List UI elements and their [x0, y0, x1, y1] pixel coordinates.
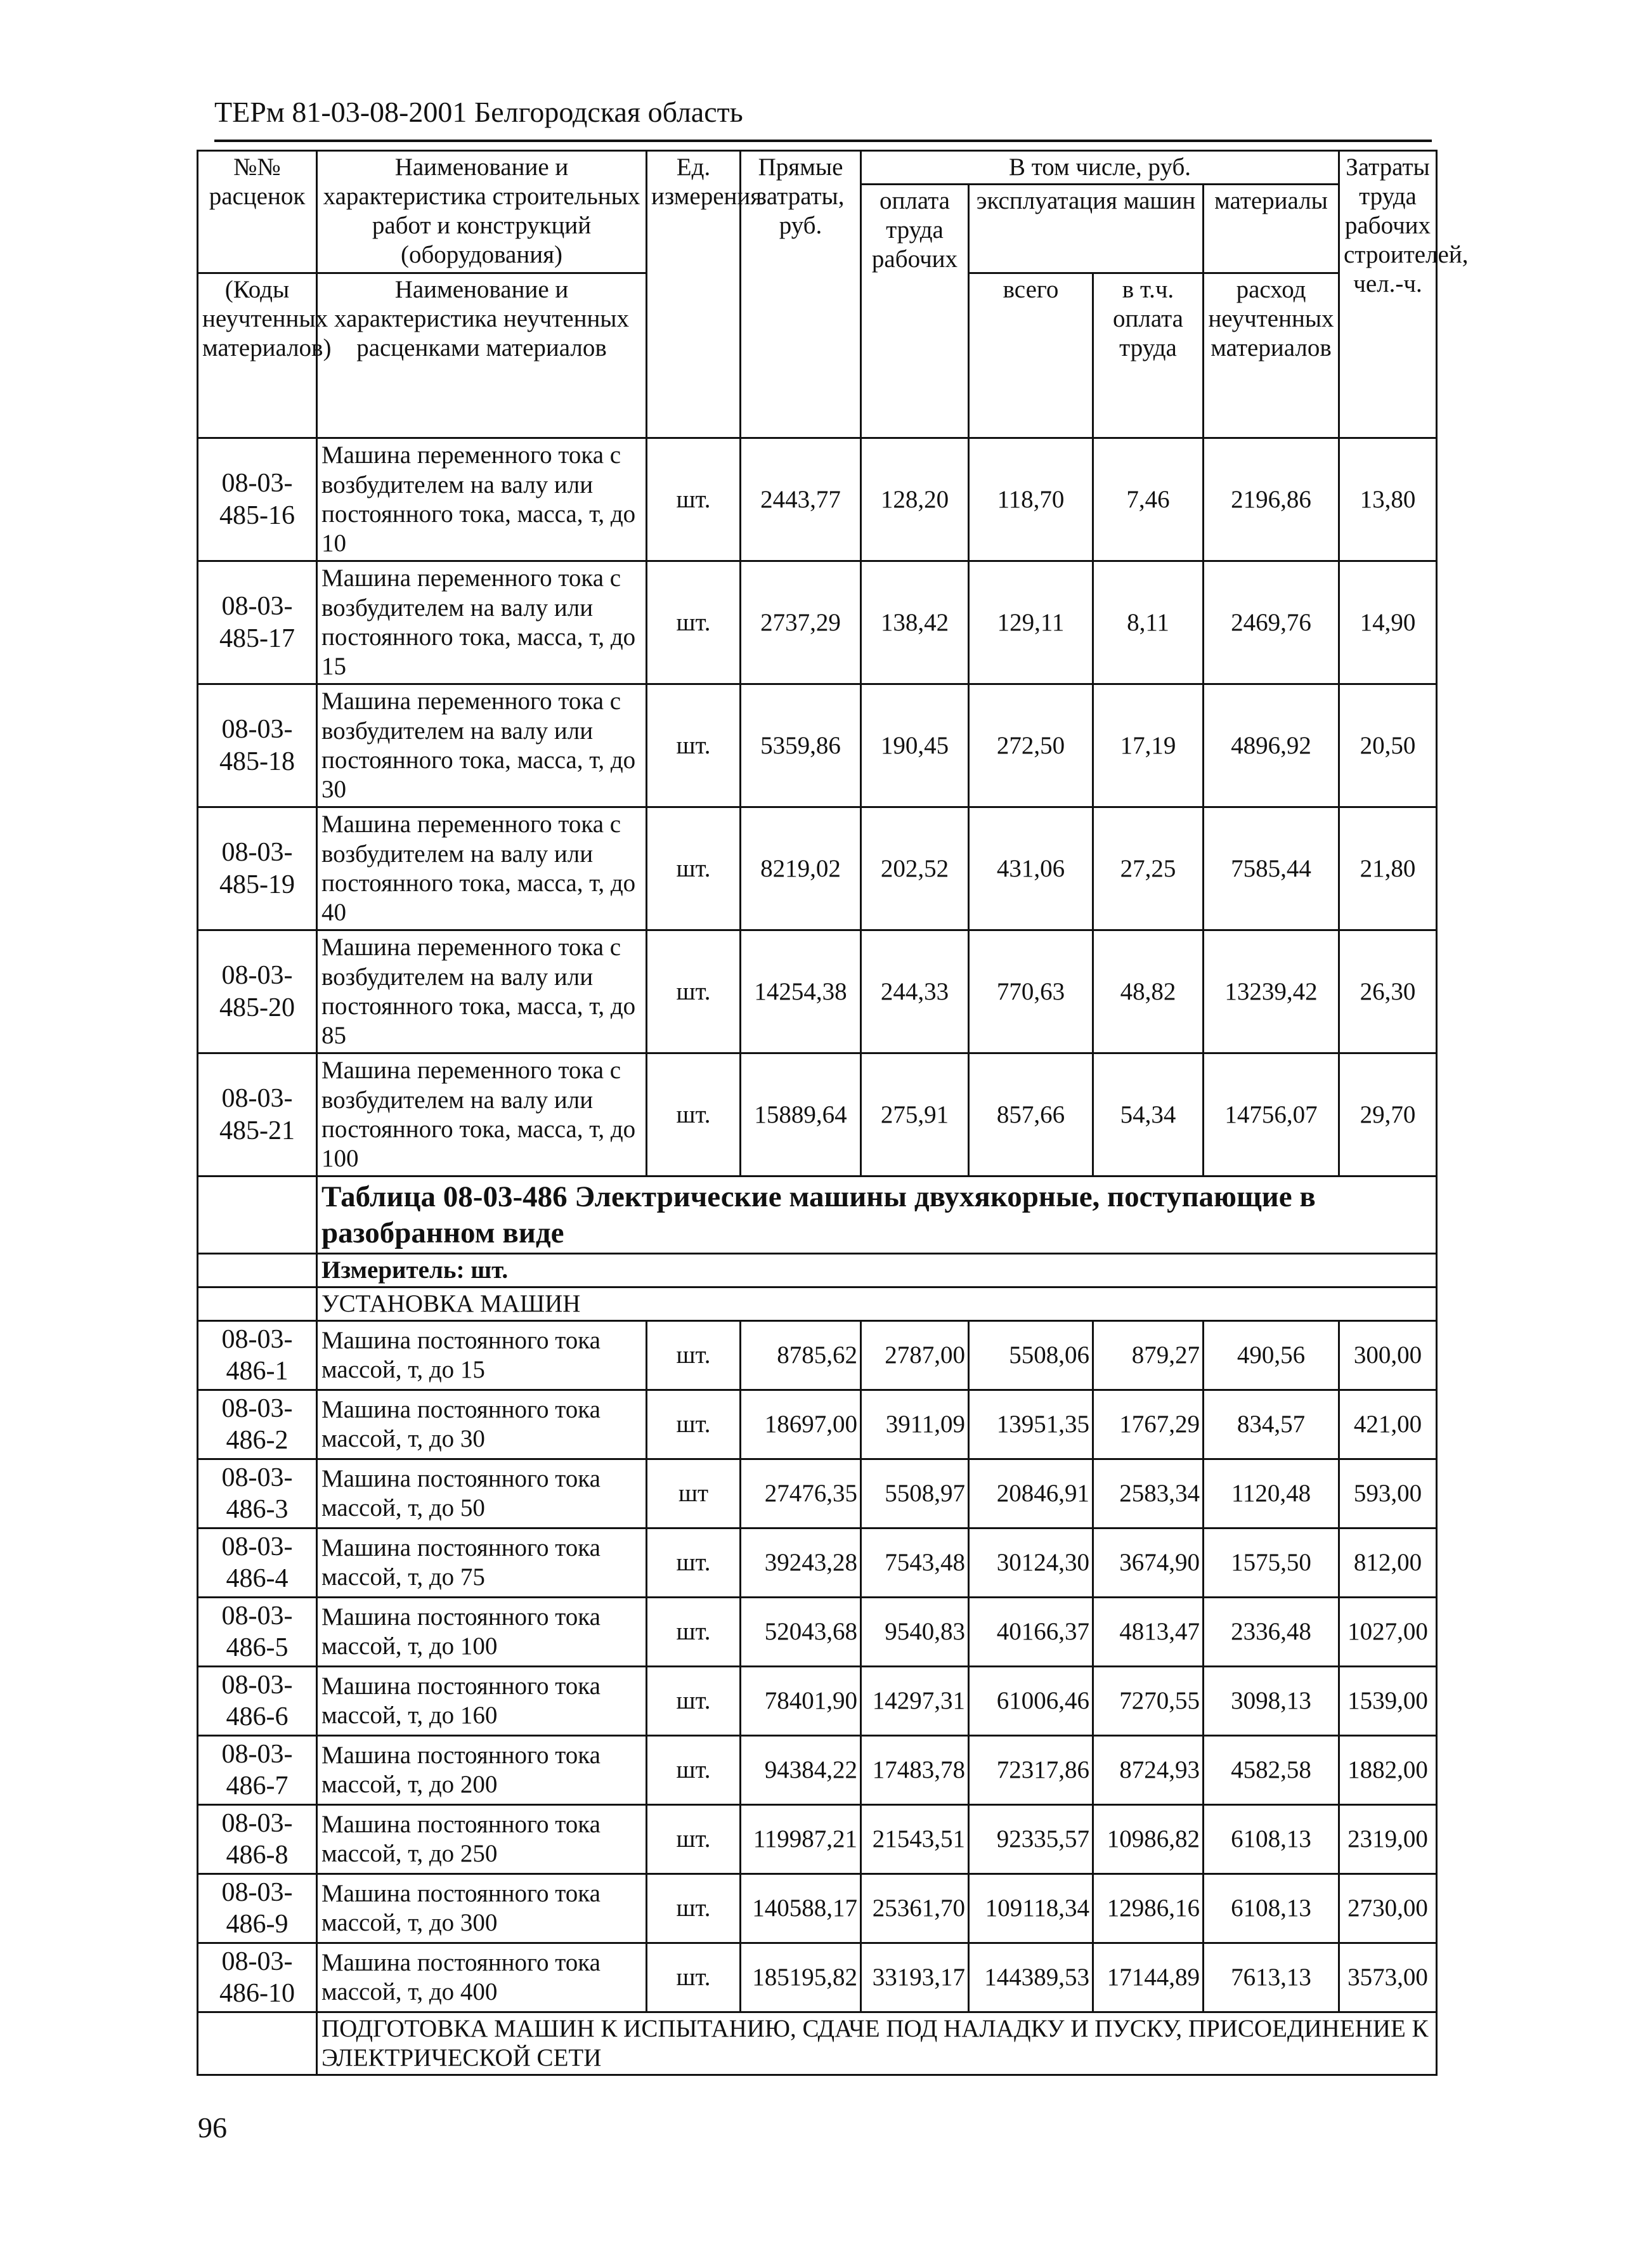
- col-header-incl: В том числе, руб.: [861, 151, 1339, 185]
- machines-total: 272,50: [969, 684, 1093, 807]
- rate-code: 08-03-486-9: [198, 1874, 317, 1943]
- wages: 17483,78: [861, 1736, 969, 1805]
- col-header-code: №№ расценок: [198, 151, 317, 273]
- machines-wages: 2583,34: [1093, 1459, 1204, 1528]
- page-header: ТЕРм 81-03-08-2001 Белгородская область: [214, 96, 743, 128]
- wages: 9540,83: [861, 1598, 969, 1667]
- table-row: [198, 1598, 1437, 1667]
- wages: 33193,17: [861, 1943, 969, 2012]
- col-header-name2: Наименование и характеристика неучтенных расценками материалов: [317, 273, 647, 438]
- labor-cost: 2730,00: [1339, 1874, 1437, 1943]
- wages: 128,20: [861, 438, 969, 561]
- rate-code: 08-03-486-6: [198, 1667, 317, 1736]
- rate-name: Машина переменного тока с возбудителем на валу или постоянного тока, масса, т, до 10: [317, 438, 647, 561]
- machines-wages: 48,82: [1093, 930, 1204, 1053]
- materials: 7585,44: [1204, 807, 1339, 930]
- wages: 138,42: [861, 561, 969, 684]
- col-header-codes2: (Коды неучтенных материалов): [198, 273, 317, 438]
- table-row: [198, 1459, 1437, 1528]
- unit: шт.: [647, 684, 741, 807]
- materials: 2469,76: [1204, 561, 1339, 684]
- table-row: [198, 1321, 1437, 1390]
- rate-name: Машина постоянного тока массой, т, до 300: [317, 1874, 647, 1943]
- materials: 6108,13: [1204, 1805, 1339, 1874]
- rate-code: 08-03-486-4: [198, 1528, 317, 1598]
- direct-cost: 78401,90: [741, 1667, 861, 1736]
- col-header-machines-total: всего: [969, 273, 1093, 438]
- rate-name: Машина переменного тока с возбудителем на валу или постоянного тока, масса, т, до 85: [317, 930, 647, 1053]
- labor-cost: 812,00: [1339, 1528, 1437, 1598]
- direct-cost: 5359,86: [741, 684, 861, 807]
- unit: шт.: [647, 930, 741, 1053]
- machines-total: 92335,57: [969, 1805, 1093, 1874]
- wages: 244,33: [861, 930, 969, 1053]
- wages: 190,45: [861, 684, 969, 807]
- direct-cost: 8785,62: [741, 1321, 861, 1390]
- machines-total: 30124,30: [969, 1528, 1093, 1598]
- labor-cost: 13,80: [1339, 438, 1437, 561]
- materials: 7613,13: [1204, 1943, 1339, 2012]
- machines-total: 13951,35: [969, 1390, 1093, 1459]
- machines-total: 40166,37: [969, 1598, 1093, 1667]
- wages: 21543,51: [861, 1805, 969, 1874]
- unit: шт.: [647, 1667, 741, 1736]
- rate-name: Машина переменного тока с возбудителем на валу или постоянного тока, масса, т, до 15: [317, 561, 647, 684]
- labor-cost: 29,70: [1339, 1053, 1437, 1176]
- wages: 3911,09: [861, 1390, 969, 1459]
- machines-wages: 7270,55: [1093, 1667, 1204, 1736]
- direct-cost: 14254,38: [741, 930, 861, 1053]
- materials: 490,56: [1204, 1321, 1339, 1390]
- rate-code: 08-03-486-10: [198, 1943, 317, 2012]
- measure-label: Измеритель: шт.: [317, 1254, 1437, 1287]
- unit: шт.: [647, 1528, 741, 1598]
- machines-wages: 7,46: [1093, 438, 1204, 561]
- rate-code: 08-03-486-3: [198, 1459, 317, 1528]
- empty-code-cell: [198, 1287, 317, 1321]
- wages: 5508,97: [861, 1459, 969, 1528]
- table-row: [198, 1943, 1437, 2012]
- labor-cost: 300,00: [1339, 1321, 1437, 1390]
- labor-cost: 1539,00: [1339, 1667, 1437, 1736]
- labor-cost: 1027,00: [1339, 1598, 1437, 1667]
- unit: шт: [647, 1459, 741, 1528]
- direct-cost: 39243,28: [741, 1528, 861, 1598]
- table-row: [198, 561, 1437, 684]
- machines-total: 129,11: [969, 561, 1093, 684]
- materials: 2336,48: [1204, 1598, 1339, 1667]
- labor-cost: 2319,00: [1339, 1805, 1437, 1874]
- machines-wages: 12986,16: [1093, 1874, 1204, 1943]
- materials: 834,57: [1204, 1390, 1339, 1459]
- unit: шт.: [647, 561, 741, 684]
- materials: 14756,07: [1204, 1053, 1339, 1176]
- materials: 2196,86: [1204, 438, 1339, 561]
- labor-cost: 421,00: [1339, 1390, 1437, 1459]
- rate-name: Машина постоянного тока массой, т, до 100: [317, 1598, 647, 1667]
- rate-name: Машина постоянного тока массой, т, до 50: [317, 1459, 647, 1528]
- col-header-direct: Прямые затраты, руб.: [741, 151, 861, 438]
- rate-code: 08-03-485-20: [198, 930, 317, 1053]
- rate-name: Машина переменного тока с возбудителем на валу или постоянного тока, масса, т, до 30: [317, 684, 647, 807]
- materials: 13239,42: [1204, 930, 1339, 1053]
- col-header-wages: оплата труда рабочих: [861, 185, 969, 438]
- labor-cost: 21,80: [1339, 807, 1437, 930]
- empty-code-cell: [198, 1254, 317, 1287]
- table-title: Таблица 08-03-486 Электрические машины двухякорные, поступающие в разобранном виде: [317, 1176, 1437, 1254]
- direct-cost: 18697,00: [741, 1390, 861, 1459]
- table-row: [198, 1390, 1437, 1459]
- direct-cost: 27476,35: [741, 1459, 861, 1528]
- machines-wages: 4813,47: [1093, 1598, 1204, 1667]
- unit: шт.: [647, 1390, 741, 1459]
- wages: 2787,00: [861, 1321, 969, 1390]
- rate-name: Машина переменного тока с возбудителем на валу или постоянного тока, масса, т, до 100: [317, 1053, 647, 1176]
- table-row: [198, 438, 1437, 561]
- rate-code: 08-03-486-1: [198, 1321, 317, 1390]
- unit: шт.: [647, 1874, 741, 1943]
- labor-cost: 20,50: [1339, 684, 1437, 807]
- col-header-name: Наименование и характеристика строительных работ и конструкций (оборудования): [317, 151, 647, 273]
- direct-cost: 15889,64: [741, 1053, 861, 1176]
- machines-wages: 54,34: [1093, 1053, 1204, 1176]
- rate-name: Машина переменного тока с возбудителем на валу или постоянного тока, масса, т, до 40: [317, 807, 647, 930]
- machines-total: 5508,06: [969, 1321, 1093, 1390]
- labor-cost: 14,90: [1339, 561, 1437, 684]
- rate-code: 08-03-485-16: [198, 438, 317, 561]
- machines-wages: 8724,93: [1093, 1736, 1204, 1805]
- machines-wages: 27,25: [1093, 807, 1204, 930]
- rate-name: Машина постоянного тока массой, т, до 200: [317, 1736, 647, 1805]
- table-row: [198, 1736, 1437, 1805]
- rate-name: Машина постоянного тока массой, т, до 75: [317, 1528, 647, 1598]
- rate-name: Машина постоянного тока массой, т, до 250: [317, 1805, 647, 1874]
- rate-name: Машина постоянного тока массой, т, до 30: [317, 1390, 647, 1459]
- unit: шт.: [647, 807, 741, 930]
- unit: шт.: [647, 1943, 741, 2012]
- machines-total: 109118,34: [969, 1874, 1093, 1943]
- col-header-materials: материалы: [1204, 185, 1339, 273]
- materials: 4896,92: [1204, 684, 1339, 807]
- direct-cost: 2443,77: [741, 438, 861, 561]
- col-header-labor: Затраты труда рабочих строителей, чел.-ч.: [1339, 151, 1437, 438]
- col-header-unit: Ед. измерения: [647, 151, 741, 438]
- table-row: [198, 1805, 1437, 1874]
- empty-code-cell: [198, 1176, 317, 1254]
- machines-wages: 3674,90: [1093, 1528, 1204, 1598]
- machines-wages: 10986,82: [1093, 1805, 1204, 1874]
- unit: шт.: [647, 1736, 741, 1805]
- col-header-materials-consumption: расход неучтенных материалов: [1204, 273, 1339, 438]
- rate-code: 08-03-485-21: [198, 1053, 317, 1176]
- wages: 7543,48: [861, 1528, 969, 1598]
- rate-code: 08-03-485-18: [198, 684, 317, 807]
- machines-total: 72317,86: [969, 1736, 1093, 1805]
- col-header-machines-wages: в т.ч. оплата труда: [1093, 273, 1204, 438]
- section-heading: ПОДГОТОВКА МАШИН К ИСПЫТАНИЮ, СДАЧЕ ПОД НАЛАДКУ И ПУСКУ, ПРИСОЕДИНЕНИЕ К ЭЛЕКТРИЧЕСКОЙ СЕТИ: [317, 2012, 1437, 2075]
- unit: шт.: [647, 438, 741, 561]
- unit: шт.: [647, 1321, 741, 1390]
- wages: 202,52: [861, 807, 969, 930]
- direct-cost: 94384,22: [741, 1736, 861, 1805]
- rate-code: 08-03-485-19: [198, 807, 317, 930]
- machines-wages: 17,19: [1093, 684, 1204, 807]
- rate-code: 08-03-486-7: [198, 1736, 317, 1805]
- table-row: [198, 807, 1437, 930]
- materials: 1575,50: [1204, 1528, 1339, 1598]
- rate-name: Машина постоянного тока массой, т, до 160: [317, 1667, 647, 1736]
- labor-cost: 26,30: [1339, 930, 1437, 1053]
- materials: 6108,13: [1204, 1874, 1339, 1943]
- materials: 3098,13: [1204, 1667, 1339, 1736]
- wages: 275,91: [861, 1053, 969, 1176]
- machines-total: 118,70: [969, 438, 1093, 561]
- table-row: [198, 1053, 1437, 1176]
- table-row: [198, 1667, 1437, 1736]
- direct-cost: 185195,82: [741, 1943, 861, 2012]
- table-row: [198, 930, 1437, 1053]
- rate-code: 08-03-485-17: [198, 561, 317, 684]
- machines-total: 61006,46: [969, 1667, 1093, 1736]
- labor-cost: 593,00: [1339, 1459, 1437, 1528]
- direct-cost: 119987,21: [741, 1805, 861, 1874]
- section-heading: УСТАНОВКА МАШИН: [317, 1287, 1437, 1321]
- machines-wages: 8,11: [1093, 561, 1204, 684]
- rate-name: Машина постоянного тока массой, т, до 15: [317, 1321, 647, 1390]
- rate-code: 08-03-486-2: [198, 1390, 317, 1459]
- machines-total: 857,66: [969, 1053, 1093, 1176]
- table-row: [198, 1528, 1437, 1598]
- header-rule: [214, 140, 1432, 142]
- machines-wages: 1767,29: [1093, 1390, 1204, 1459]
- table-row: [198, 1874, 1437, 1943]
- table-row: [198, 684, 1437, 807]
- machines-wages: 879,27: [1093, 1321, 1204, 1390]
- machines-total: 144389,53: [969, 1943, 1093, 2012]
- direct-cost: 2737,29: [741, 561, 861, 684]
- machines-total: 770,63: [969, 930, 1093, 1053]
- rates-table: [197, 150, 1469, 2076]
- direct-cost: 52043,68: [741, 1598, 861, 1667]
- machines-total: 431,06: [969, 807, 1093, 930]
- materials: 1120,48: [1204, 1459, 1339, 1528]
- labor-cost: 3573,00: [1339, 1943, 1437, 2012]
- machines-total: 20846,91: [969, 1459, 1093, 1528]
- page-number: 96: [198, 2111, 227, 2144]
- machines-wages: 17144,89: [1093, 1943, 1204, 2012]
- unit: шт.: [647, 1805, 741, 1874]
- direct-cost: 8219,02: [741, 807, 861, 930]
- direct-cost: 140588,17: [741, 1874, 861, 1943]
- rate-name: Машина постоянного тока массой, т, до 400: [317, 1943, 647, 2012]
- col-header-machines: эксплуатация машин: [969, 185, 1204, 273]
- materials: 4582,58: [1204, 1736, 1339, 1805]
- unit: шт.: [647, 1598, 741, 1667]
- unit: шт.: [647, 1053, 741, 1176]
- rate-code: 08-03-486-5: [198, 1598, 317, 1667]
- empty-code-cell: [198, 2012, 317, 2075]
- labor-cost: 1882,00: [1339, 1736, 1437, 1805]
- rate-code: 08-03-486-8: [198, 1805, 317, 1874]
- wages: 14297,31: [861, 1667, 969, 1736]
- wages: 25361,70: [861, 1874, 969, 1943]
